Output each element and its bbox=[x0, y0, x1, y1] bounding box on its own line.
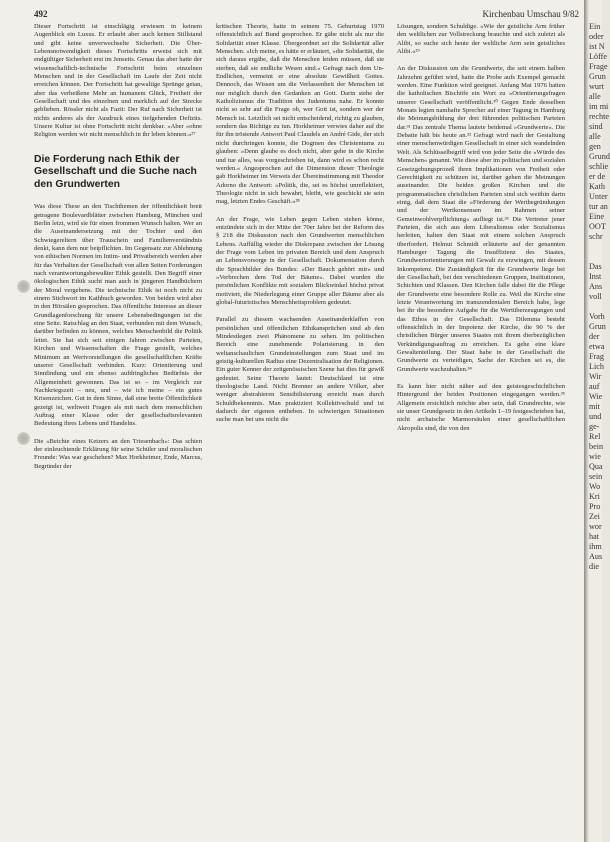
paragraph: An der Diskussion um die Grundwerte, die seit einem halben Jahrzehnt geführt wird, hatte die Probe aufs Exempel gemacht werden. Eine Funktion wird geeignet. Anfang Mai 1976 hatten die katholischen Bischöfe ein Wort zu »Orientierungsfragen unserer Gesellschaft veröffentlicht.³⁰ Gegen Ende desselben Monats legten namhafte Sprecher auf einer Tagung in Hamburg die Meinungsbildung der drei führenden politischen Parteien dar.³¹ Das zentrale Thema lautete beidemal »Grundwerte«. Die Debatte hält bis heute an.³² Gefragt wird nach der Gestaltung einer menschenwürdigen Gesellschaft in einer sich wandelnden Welt. Als Schlüsselbegriff wird von jeder Seite die »Würde des Menschen« genannt. Wie diese aber im politischen und sozialen Gesetzgebungsprozeß ihren Implikationen von Freiheit oder Gerechtigkeit zu schützen ist, darüber gehen die Meinungen auseinander. Die beiden großen Kirchen und die programmatischen christlichen Parteien sind sich weithin darin einig, daß dem Staat die »Förderung der Werthegründungen und der Wertkonsensen im Rahmen seiner Gemeinwohlverpflichtung« aufliegt ist.³³ Die Vertreter jener Parteien, die sich aus dem Liberalismus oder Sozialismus herleiten, halten den Staat mit einem solchen Anspruch überfordert. Helmut Schmidt erläuterte auf der genannten Hamburger Tagung die Insuffizienz des Staates, Grundwertorientierungen mit Gewalt zu erzwingen, mit dessen Inkompetenz. Die Zuständigkeit für die Grundwerte liege bei der Gesellschaft, bei den verschiedenen Gruppen, Institutionen, Schichten und Klassen. Den Kirchen falle dabei für die Pflege der Grundwerte eine besondere Rolle zu. Weil die Kirche eine letzte Verantwortung im transzendentalen Bereich habe, lege bei ihr die besondere Aufgabe für die Wertüberzeugungen und das Ethos in der Gesellschaft. Das Dilemma besteht offensichtlich in der Impotenz der Kirche, die 90 % der christlichen Bürger unseres Staates mit ihrem dierbezüglichen Verkündigungsauftrag zu erreichen. Es gehe eine klare Gewaltenteilung. Der Staat habe in der Gesellschaft die Grundwerte zu verteidigen, Sache der Kirchen sei es, die Grundwerte wachzuhalten.³⁴ bbox=[397, 65, 565, 373]
margin-fragment: gen bbox=[589, 142, 601, 151]
margin-fragment bbox=[589, 242, 603, 252]
margin-fragment: er de bbox=[589, 172, 606, 181]
margin-fragment: Inst bbox=[589, 272, 602, 281]
margin-fragment: Frag bbox=[589, 352, 605, 361]
margin-fragment: Grund bbox=[589, 152, 610, 161]
margin-fragment: Lich bbox=[589, 362, 605, 371]
margin-fragment: ihm bbox=[589, 542, 602, 551]
margin-fragment: Ans bbox=[589, 282, 603, 291]
paragraph: Parallel zu diesem wachsenden Auseinanderklaffen von persönlichen und öffentlichen Ethikansprüchen sind ab den Mindestlegen zwei Phänomene zu sehen. Im politischen Bereich eine zunehmende Polarisierung in den weltanschaulichen Grundeinstellungen zum Staat und im geistig-kulturellen Radius eine Dezentralisation der Religionen. Ein guter Kenner der zeitgenössischen Szene hat dies für gewiß gedeutet. Seine Theorie lautet: Deutschland ist eine theologische Land. Nicht Brenner an andere Völker, aber weniger abstrahieren Sensibilisierung erreicht man durch Schuldbekenntnis. Man praktiziert Kollektivschuld und ist dadurch der eigenen entheben. In schwierigen Situationen suche man bei uns nicht die bbox=[216, 316, 384, 424]
margin-fragment: Vorh bbox=[589, 312, 605, 321]
margin-fragment: alle bbox=[589, 132, 601, 141]
text-column-2 bbox=[216, 23, 384, 835]
margin-fragment: Eine bbox=[589, 212, 605, 221]
margin-fragment: alle bbox=[589, 92, 601, 101]
text-column-3 bbox=[397, 23, 565, 835]
text-column-1 bbox=[34, 23, 202, 835]
punch-hole bbox=[17, 280, 30, 293]
margin-fragment: im mi bbox=[589, 102, 609, 111]
margin-fragment: oder bbox=[589, 32, 604, 41]
paragraph: Es kann hier nicht näher auf den geistesgeschichtlichen Hintergrund der beiden Positionen eingegangen werden.³⁵ Allgemein ersichtlich möchte aber sein, daß Grundrechte, wie sie unser Grundgesetz in den Artikeln 1–19 festgeschrieben hat, nicht archaische Marmorsäulen einer gesellschaftlichen Akropolis sind, die von den bbox=[397, 383, 565, 432]
margin-fragment: Wo bbox=[589, 482, 601, 491]
page-number: 492 bbox=[34, 9, 48, 19]
margin-fragment: schlie bbox=[589, 162, 609, 171]
margin-fragment: wor bbox=[589, 522, 602, 531]
paragraph: Dieser Fortschritt ist einschlägig erwiesen in keinem Augenblick ein Luxus. Er erlaubt aber auch keinen Stillstand und gibt keine unverwechselte Sicherheit. Die Über-Lebensnotwendigkeit dieses Fortschritts erweist sich mit endgültiger Sicherheit erst im Jenseits. Genau das aber hatte der wissenschaftlich-technische Fortschritt beim einzelnen Menschen und in der Gesellschaft im Laufe der Zeit nicht erreichen können. Der Fortschritt hat gewaltige Sprünge getan, aber das verheißene Mehr an humanem Glück, Freiheit der Gesellschaft und des einzelnen und merklich auf der Strecke geblieben. Rössler nicht als Fazit: Der Ruf nach Sicherheit ist nichts anderes als der Ausdruck eines tiefgehenden Defizits. Unsere Kultur ist ohne Fortschritt nicht denkbar. »Aber »ohne Religion werden wir nicht menschlich in ihr leben können.«²⁷ bbox=[34, 23, 202, 139]
margin-fragment: Ein bbox=[589, 22, 601, 31]
running-header: Kirchenbau Umschau 9/82 bbox=[482, 9, 579, 19]
margin-fragment: tur an bbox=[589, 202, 608, 211]
margin-fragment: sind bbox=[589, 122, 603, 131]
margin-fragment: Kath bbox=[589, 182, 605, 191]
margin-fragment: Löffe bbox=[589, 52, 608, 61]
margin-fragment: Das bbox=[589, 262, 602, 271]
margin-fragment: ge- bbox=[589, 422, 600, 431]
margin-fragment: etwa bbox=[589, 342, 605, 351]
book-gutter bbox=[584, 0, 610, 842]
paragraph: kritischen Theorie, hatte in seinem 75. Geburtstag 1970 offensichtlich auf Bund gesprochen. Er gäbe nicht als nur die Solidarität einer Klasse. Übergeordnet sei die Solidarität aller Menschen. »Ich meine, es hätte er erläutert, »die Solidarität, die sich daraus ergäbe, daß die Menschen leiden müssen, daß sie sterben, daß sie endliche Wesen sind.« Gefragt nach dem Un-Endlichen, vermeint er eine absolute Gewißheit Gottes. Dennoch, das Wissen um die Verlassenheit der Menschen ist nur möglich durch den Gedanken an Gott. Darin stehe der Katholizismus die Tradition des Judentums nahe. Er konnte nicht so sehr auf die Frage ob, wer Gott ist, sondern wer der Mensch ist. Letztlich sei nicht entscheidend, richtig zu glauben, sondern das Richtige zu tun. Horkheimer verwies daher auf die für ihn tröstende Antwort Paul Claudels an André Gide, der sich nicht durchringen konnte, die Dogmen des Christentums zu glauben: »Denn glaube es doch nicht, aber gehe in die Kirche und tue alles, was vorgeschrieben ist, dann wird es schon recht werden.« Angesprochen auf die Dimension dieser Theologie gab Horkheimer im Verweis der Übereinstimmung mit Theodor Adorno die Antwort: »Politik, die, sei es höchst unreflektiert, Theologie nicht in sich bewahrt, bleibt, wie geschickt sie sein mag, letzten Endes Geschäft.«²⁸ bbox=[216, 23, 384, 206]
paragraph: Lösungen, sondern Schuldige. »Wie der geistliche Arm früher den weltlichen zur Vollstreckung brauchte und sich zuletzt als Alibi, so suche sich heute der weltliche Arm sein geistliches Alibi.«²⁹ bbox=[397, 23, 565, 56]
margin-fragment: Rel bbox=[589, 432, 601, 441]
margin-fragment: Zei bbox=[589, 512, 600, 521]
margin-fragment: Qua bbox=[589, 462, 603, 471]
margin-fragment: hat bbox=[589, 532, 600, 541]
margin-fragment: OOT bbox=[589, 222, 606, 231]
margin-fragment: bein bbox=[589, 442, 604, 451]
section-heading: Die Forderung nach Ethik der Gesellschaft und die Suche nach den Grundwerten bbox=[34, 153, 197, 190]
margin-fragment bbox=[589, 302, 603, 312]
margin-fragment: Aus bbox=[589, 552, 603, 561]
margin-fragment: wie bbox=[589, 452, 601, 461]
margin-fragment: mit bbox=[589, 402, 600, 411]
paragraph: Die »Beichte eines Ketzers an den Triesenbach«: Das schien der einleuchtende Erklärung für seine Schüler und moralischen Freunde: Was war geschehen? Max Horkheimer, Ende, Marcus, Begründer der bbox=[34, 437, 202, 470]
paragraph: Was diese These an den Tischthemen der öffentlichkeit breit getragene Boulevardblätter zwischen Hamburg, München und Berlin letzt, wird sie für einen frommen Wunsch halten. Wer an die Auseinandersetzung mit der Tochter und den Schwiegereltern über Trauschein und Familienverständnis denkt, kann dem nur beipflichten. Im Gegensatz zur Ablehnung von ethischen Normen im Intim- und Privatbereich werden aber für das Verhalten der Gesellschaft von allen Seiten Forderungen nach verantwortungsbewußter Ethik gestellt. Den Begriff einer ökologischen Ethik sucht man auch in jüngeren Handbüchern der Moral vergebens. Die technische Ethik ist noch nicht zu einem Stichwort im Kathbuch geworden. Von beiden wird aber in den Hörsälen gesprochen. Das öffentliche Interesse an dieser Grundlagenforschung für unsere Lebensbedingungen ist die eine Seite. Ratschlag an den Staat, verbunden mit dem Wunsch, darüber befinden zu können, welches Menschenbild die Politik leitet. Sie hat sich seit einigen Jahren zwischen Parteien, Kirchen und Wissenschaften die Frage gestellt, welches Minimum an Wertvorstellungen die gesellschaftlichen Kräfte unserer Gesellschaft verbinden. Kurz: Orientierung und Sinnfindung und ein ebenso aufdringliches Bedürfnis der Allgemeinheit gewonnen. Das ist so – im Vergleich zur Nachkriegszeit – neu, und – wie ich meine – ein gutes Krisenzeichen. Gut in dem Sinne, daß eine breite Öffentlichkeit gezeigt ist, weltweit Fragen als mit nach dem menschlichen Auftrag einer Klasse oder der gesellschaftsrelevanten Bedeutung ihres Lebens und Handelns. bbox=[34, 203, 202, 428]
margin-fragment: Frage bbox=[589, 62, 608, 71]
margin-fragment: der bbox=[589, 332, 600, 341]
margin-fragment: sein bbox=[589, 472, 603, 481]
punch-hole bbox=[17, 432, 30, 445]
margin-fragment: auf bbox=[589, 382, 600, 391]
margin-fragment: wurt bbox=[589, 82, 605, 91]
margin-fragment: die bbox=[589, 562, 600, 571]
margin-fragment: Unter bbox=[589, 192, 608, 201]
margin-fragment: Kri bbox=[589, 492, 600, 501]
page-header bbox=[34, 9, 579, 23]
margin-fragment: voll bbox=[589, 292, 602, 301]
adjacent-page-margin bbox=[589, 22, 610, 572]
margin-fragment: Wir bbox=[589, 372, 602, 381]
margin-fragment: Grun bbox=[589, 72, 606, 81]
margin-fragment: schr bbox=[589, 232, 603, 241]
margin-fragment: Wie bbox=[589, 392, 603, 401]
margin-fragment: Pro bbox=[589, 502, 601, 511]
margin-fragment: Grun bbox=[589, 322, 606, 331]
margin-fragment bbox=[589, 252, 603, 262]
margin-fragment: rechte bbox=[589, 112, 609, 121]
margin-fragment: und bbox=[589, 412, 602, 421]
margin-fragment: ist N bbox=[589, 42, 605, 51]
paragraph: An der Frage, wie Leben gegen Leben stehen könne, entzündete sich in der Mitte der 70er Jahre bei der Reform des § 218 die Diskussion nach den Grundwerten menschlichen Lebens. Auffällig wieder die Diskrepanz zwischen der Lösung der Frage vom Leben im privaten Bereich und dem Anspruch an Lebensvorsorge in der Gesellschaft. Dokumentation durch die Sprachbilder des Bundes: »Der Bauch gehört mir« und »Verbrechen dem Tod der Bäume«. Dabei wurden die persönlichen Konflikte mit sozialem Blickwinkel höchst privat motiviert, die Niederlegung einer Gruppe aller Bäume aber als global-futuristisches Menschheitsproblem gedeutet. bbox=[216, 215, 384, 306]
